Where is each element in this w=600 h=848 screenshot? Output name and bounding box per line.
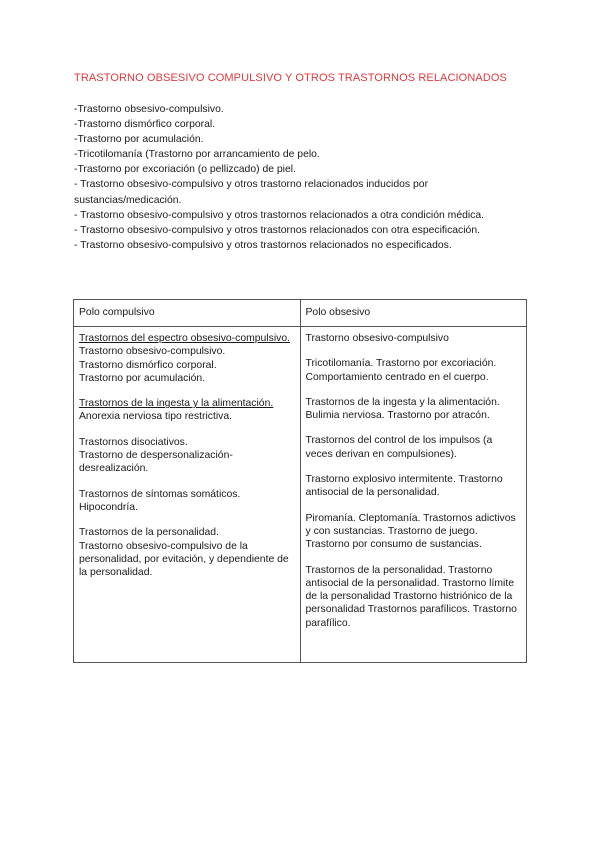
block-line: Trastorno obsesivo-compulsivo.: [79, 346, 226, 358]
compulsive-cell: [74, 327, 301, 663]
obsessive-block: Trastornos del control de los impulsos (a veces derivan en compulsiones).: [305, 435, 493, 460]
list-item: - Trastorno obsesivo-compulsivo y otros trastornos relacionados a otra condición médica.: [74, 209, 485, 221]
obsessive-block: Trastornos de la personalidad. Trastorno antisocial de la personalidad. Trastorno límite de la personalidad Trastorno histriónico de la personalidad Trastornos parafílicos. Trastorno parafílico.: [305, 564, 517, 629]
header-obsessive: Polo obsesivo: [300, 300, 527, 327]
obsessive-cell: [300, 327, 527, 663]
compulsive-block: [79, 526, 295, 579]
list-item: -Trastorno por acumulación.: [74, 134, 204, 146]
table-body-row: [74, 327, 527, 663]
compulsive-block: [79, 332, 295, 385]
obsessive-block: Piromanía. Cleptomanía. Trastornos adictivos y con sustancias. Trastorno de juego. Trastorno por consumo de sustancias.: [305, 512, 516, 551]
list-item: - Trastorno obsesivo-compulsivo y otros trastornos relacionados con otra especificación.: [74, 224, 481, 236]
block-line: Trastorno dismórfico corporal.: [79, 359, 217, 371]
document-title: TRASTORNO OBSESIVO COMPULSIVO Y OTROS TRASTORNOS RELACIONADOS: [74, 72, 507, 84]
block-line: Trastorno por acumulación.: [79, 372, 206, 384]
block-line: Hipocondría.: [79, 501, 138, 513]
block-line: Trastornos de la personalidad.: [79, 527, 219, 539]
header-compulsive: Polo compulsivo: [74, 300, 301, 327]
block-heading: Trastornos de la ingesta y la alimentación.: [79, 398, 274, 410]
obsessive-block: Tricotilomanía. Trastorno por excoriación. Comportamiento centrado en el cuerpo.: [305, 358, 497, 383]
list-item: -Tricotilomanía (Trastorno por arrancamiento de pelo.: [74, 149, 320, 161]
compulsive-block: [79, 488, 295, 515]
poles-table: [73, 299, 527, 663]
list-item: - Trastorno obsesivo-compulsivo y otros trastorno relacionados inducidos por sustancias/medicación.: [74, 179, 429, 206]
block-line: Trastorno obsesivo-compulsivo de la personalidad, por evitación, y dependiente de la personalidad.: [79, 540, 289, 579]
table-header-row: [74, 300, 527, 327]
compulsive-block: [79, 436, 295, 476]
list-item: -Trastorno dismórfico corporal.: [74, 119, 216, 131]
list-item: - Trastorno obsesivo-compulsivo y otros trastornos relacionados no especificados.: [74, 239, 452, 251]
list-item: -Trastorno obsesivo-compulsivo.: [74, 104, 224, 115]
block-line: Trastornos de síntomas somáticos.: [79, 488, 241, 500]
compulsive-block: [79, 397, 295, 424]
obsessive-block: Trastornos de la ingesta y la alimentación. Bulimia nerviosa. Trastorno por atracón.: [305, 396, 500, 422]
list-item: -Trastorno por excoriación (o pellizcado) de piel.: [74, 164, 296, 176]
block-line: Trastorno de despersonalización-desrealización.: [79, 450, 233, 475]
block-heading: Trastornos del espectro obsesivo-compulsivo.: [79, 333, 290, 344]
obsessive-block: Trastorno explosivo intermitente. Trastorno antisocial de la personalidad.: [305, 474, 503, 499]
obsessive-block: Trastorno obsesivo-compulsivo: [305, 333, 449, 344]
block-line: Trastornos disociativos.: [79, 436, 188, 448]
block-line: Anorexia nerviosa tipo restrictiva.: [79, 411, 233, 423]
disorder-list: [74, 102, 526, 253]
